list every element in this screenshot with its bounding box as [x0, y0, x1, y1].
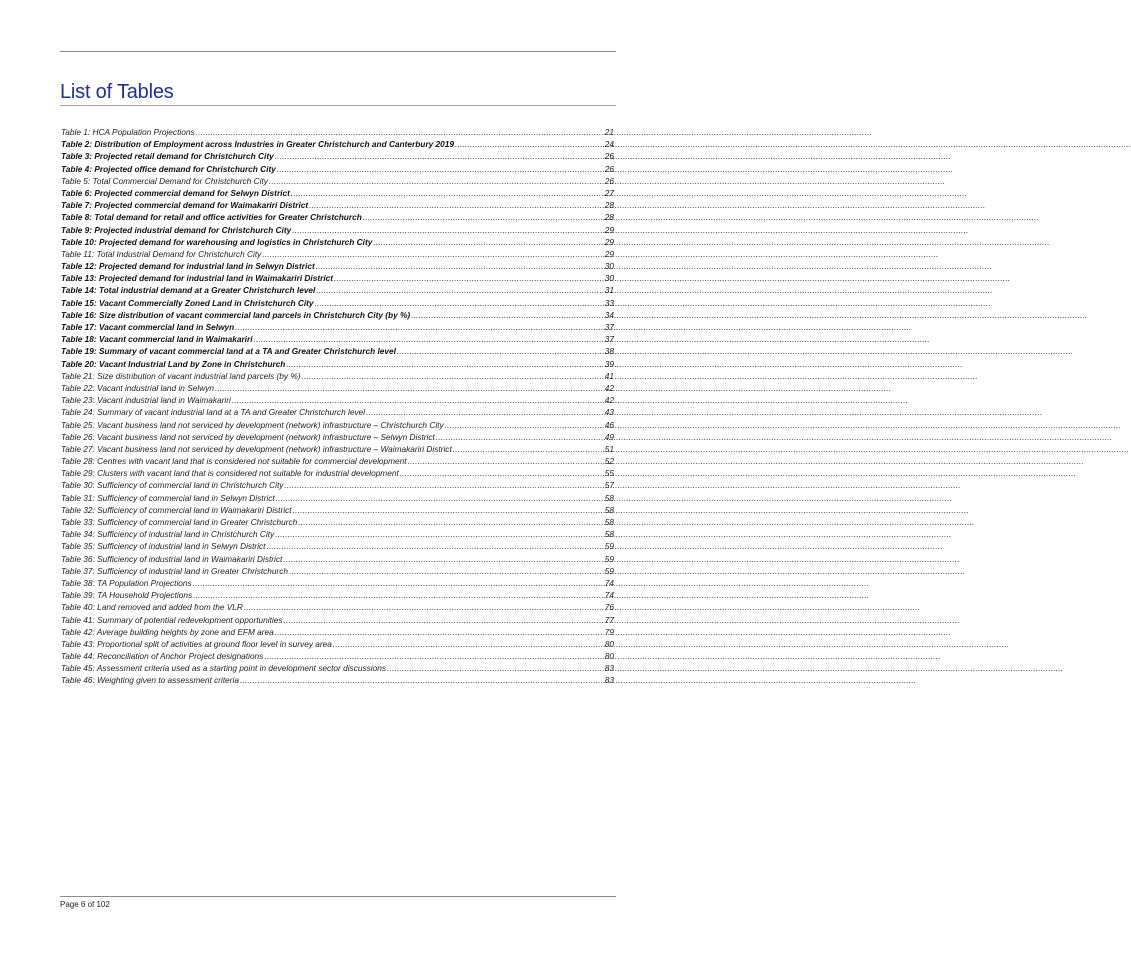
table-entry-page-number[interactable]: 80 — [604, 638, 614, 649]
table-entry-label[interactable]: Table 20: Vacant Industrial Land by Zone in Christchurch — [61, 358, 286, 369]
table-entry-page-number[interactable]: 52 — [604, 456, 614, 467]
dot-leader — [240, 674, 604, 686]
dot-leader — [269, 175, 604, 187]
table-list-entry-21[interactable] — [61, 370, 614, 382]
table-entry-label[interactable]: Table 2: Distribution of Employment across Industries in Greater Christchurch and Canterbury 2019 — [61, 139, 454, 150]
table-list-entry-37[interactable] — [61, 565, 614, 577]
table-entry-page-number[interactable]: 74 — [604, 577, 614, 588]
table-entry-label[interactable]: Table 16: Size distribution of vacant commercial land parcels in Christchurch City (by %) — [61, 309, 411, 320]
table-list-entry-26[interactable] — [61, 431, 614, 443]
table-entry-page-number[interactable]: 37 — [604, 334, 614, 345]
table-entry-label[interactable]: Table 25: Vacant business land not serviced by development (network) infrastructure – Christchurch City — [61, 419, 444, 430]
table-entry-page-number[interactable]: 42 — [604, 395, 614, 406]
table-entry-label[interactable]: Table 44: Reconciliation of Anchor Project designations — [61, 651, 264, 662]
table-entry-label[interactable]: Table 29: Clusters with vacant land that is considered not suitable for industrial development — [61, 468, 399, 479]
table-entry-page-number[interactable]: 58 — [604, 529, 614, 540]
dot-leader — [333, 638, 604, 650]
table-list-entry-29[interactable] — [61, 467, 614, 479]
table-entry-label[interactable]: Table 46: Weighting given to assessment criteria — [61, 675, 240, 686]
table-entry-label[interactable]: Table 17: Vacant commercial land in Selwyn — [61, 322, 235, 332]
table-entry-page-number[interactable]: 77 — [604, 614, 614, 625]
table-entry-label[interactable]: Table 30: Sufficiency of commercial land in Christchurch City — [61, 480, 284, 491]
dot-leader — [266, 540, 603, 552]
table-entry-page-number[interactable]: 58 — [604, 517, 614, 527]
table-entry-page-number[interactable]: 24 — [604, 139, 614, 150]
table-list-entry-32[interactable] — [61, 504, 614, 516]
table-list-entry-12[interactable] — [61, 260, 614, 272]
dot-leader — [244, 601, 604, 613]
dot-leader — [373, 236, 603, 248]
table-entry-page-number[interactable]: 21 — [604, 127, 614, 137]
list-of-tables — [61, 126, 614, 687]
table-entry-page-number[interactable]: 57 — [604, 480, 614, 491]
dot-leader — [316, 260, 604, 272]
table-entry-label[interactable]: Table 15: Vacant Commercially Zoned Land in Christchurch City — [61, 297, 314, 308]
dot-leader — [289, 565, 604, 577]
table-entry-page-number[interactable]: 83 — [604, 675, 614, 686]
dot-leader — [286, 358, 603, 370]
table-entry-label[interactable]: Table 34: Sufficiency of industrial land in Christchurch City — [61, 529, 275, 540]
table-entry-page-number[interactable]: 26 — [604, 163, 614, 174]
table-list-entry-10[interactable] — [61, 236, 614, 248]
table-list-entry-41[interactable] — [61, 614, 614, 626]
dot-leader — [215, 382, 604, 394]
dot-leader — [315, 297, 604, 309]
table-entry-label[interactable]: Table 10: Projected demand for warehousing and logistics in Christchurch City — [61, 236, 373, 247]
table-entry-page-number[interactable]: 29 — [604, 248, 614, 259]
table-entry-label[interactable]: Table 27: Vacant business land not serviced by development (network) infrastructure – Waimakariri District — [61, 443, 452, 454]
table-entry-label[interactable]: Table 40: Land removed and added from the VLR — [61, 602, 243, 613]
table-entry-label[interactable]: Table 32: Sufficiency of commercial land in Waimakariri District — [61, 504, 292, 515]
table-list-entry-28[interactable] — [61, 455, 614, 467]
table-list-entry-44[interactable] — [61, 650, 614, 662]
table-entry-label[interactable]: Table 38: TA Population Projections — [61, 577, 192, 588]
table-entry-label[interactable]: Table 23: Vacant industrial land in Waimakariri — [61, 395, 231, 406]
table-entry-label[interactable]: Table 14: Total industrial demand at a Greater Christchurch level — [61, 285, 316, 296]
dot-leader — [291, 187, 604, 199]
table-list-entry-43[interactable] — [61, 638, 614, 650]
dot-leader — [254, 333, 604, 345]
table-list-entry-17[interactable] — [61, 321, 614, 333]
table-entry-page-number[interactable]: 59 — [604, 553, 614, 564]
table-entry-label[interactable]: Table 42: Average building heights by zone and EFM area — [61, 626, 274, 637]
table-list-entry-3[interactable] — [61, 150, 614, 162]
table-entry-page-number[interactable]: 43 — [604, 407, 614, 418]
table-list-entry-46[interactable] — [61, 674, 614, 686]
table-list-entry-16[interactable] — [61, 309, 614, 321]
dot-leader — [275, 528, 604, 540]
dot-leader — [298, 516, 604, 528]
table-entry-page-number[interactable]: 83 — [604, 663, 614, 674]
dot-leader — [193, 577, 604, 589]
table-list-entry-19[interactable] — [61, 345, 614, 357]
dot-leader — [283, 553, 603, 565]
table-entry-label[interactable]: Table 11: Total Industrial Demand for Christchurch City — [61, 248, 262, 259]
dot-leader — [411, 309, 604, 321]
table-list-entry-25[interactable] — [61, 419, 614, 431]
table-list-entry-31[interactable] — [61, 492, 614, 504]
table-list-entry-39[interactable] — [61, 589, 614, 601]
dot-leader — [363, 211, 604, 223]
table-list-entry-20[interactable] — [61, 358, 614, 370]
dot-leader — [232, 394, 604, 406]
table-list-entry-18[interactable] — [61, 333, 614, 345]
footer-rule — [60, 896, 616, 897]
table-list-entry-7[interactable] — [61, 199, 614, 211]
table-entry-page-number[interactable]: 31 — [604, 285, 614, 296]
table-entry-label[interactable]: Table 33: Sufficiency of commercial land in Greater Christchurch — [61, 517, 298, 527]
table-list-entry-27[interactable] — [61, 443, 614, 455]
table-entry-label[interactable]: Table 24: Summary of vacant industrial land at a TA and Greater Christchurch level — [61, 407, 366, 418]
table-list-entry-45[interactable] — [61, 662, 614, 674]
table-entry-page-number[interactable]: 26 — [604, 175, 614, 186]
table-list-entry-14[interactable] — [61, 284, 614, 296]
table-entry-label[interactable]: Table 18: Vacant commercial land in Waimakariri — [61, 334, 253, 345]
table-entry-label[interactable]: Table 43: Proportional split of activities at ground floor level in survey area — [61, 638, 332, 649]
table-entry-page-number[interactable]: 30 — [604, 261, 614, 272]
dot-leader — [436, 431, 604, 443]
table-entry-label[interactable]: Table 7: Projected commercial demand for Waimakariri District — [61, 200, 309, 211]
table-list-entry-34[interactable] — [61, 528, 614, 540]
dot-leader — [397, 345, 604, 357]
dot-leader — [196, 126, 604, 138]
table-entry-page-number[interactable]: 28 — [604, 200, 614, 211]
table-entry-page-number[interactable]: 26 — [604, 151, 614, 162]
table-entry-label[interactable]: Table 36: Sufficiency of industrial land in Waimakariri District — [61, 553, 283, 564]
dot-leader — [276, 492, 604, 504]
table-entry-label[interactable]: Table 13: Projected demand for industrial land in Waimakariri District — [61, 273, 334, 284]
table-entry-label[interactable]: Table 5: Total Commercial Demand for Christchurch City — [61, 175, 268, 186]
page-number-footer: Page 6 of 102 — [60, 900, 110, 909]
title-underline — [60, 105, 616, 106]
table-list-entry-38[interactable] — [61, 577, 614, 589]
table-list-entry-36[interactable] — [61, 553, 614, 565]
table-entry-page-number[interactable]: 58 — [604, 504, 614, 515]
table-entry-label[interactable]: Table 6: Projected commercial demand for Selwyn District — [61, 187, 290, 198]
dot-leader — [408, 455, 604, 467]
table-entry-label[interactable]: Table 45: Assessment criteria used as a starting point in development sector discussions — [61, 663, 386, 674]
table-entry-page-number[interactable]: 29 — [604, 236, 614, 247]
dot-leader — [264, 650, 603, 662]
dot-leader — [334, 272, 604, 284]
dot-leader — [292, 224, 604, 236]
dot-leader — [275, 626, 604, 638]
table-list-entry-22[interactable] — [61, 382, 614, 394]
table-list-entry-9[interactable] — [61, 224, 614, 236]
table-list-entry-11[interactable] — [61, 248, 614, 260]
dot-leader — [284, 614, 604, 626]
table-entry-label[interactable]: Table 31: Sufficiency of commercial land in Selwyn District — [61, 492, 275, 503]
table-entry-page-number[interactable]: 58 — [604, 492, 614, 503]
table-entry-page-number[interactable]: 51 — [604, 443, 614, 454]
table-entry-page-number[interactable]: 41 — [604, 370, 614, 381]
table-entry-label[interactable]: Table 26: Vacant business land not serviced by development (network) infrastructure – Selwyn District — [61, 431, 435, 442]
table-entry-page-number[interactable]: 37 — [604, 322, 614, 332]
table-entry-page-number[interactable]: 33 — [604, 297, 614, 308]
table-entry-label[interactable]: Table 28: Centres with vacant land that is considered not suitable for commercial development — [61, 456, 407, 467]
table-list-entry-30[interactable] — [61, 479, 614, 491]
dot-leader — [193, 589, 604, 601]
table-entry-page-number[interactable]: 34 — [604, 309, 614, 320]
dot-leader — [455, 138, 604, 150]
table-entry-page-number[interactable]: 49 — [604, 431, 614, 442]
table-entry-label[interactable]: Table 37: Sufficiency of industrial land in Greater Christchurch — [61, 565, 289, 576]
table-entry-label[interactable]: Table 1: HCA Population Projections — [61, 127, 195, 137]
table-list-entry-15[interactable] — [61, 297, 614, 309]
table-list-entry-8[interactable] — [61, 211, 614, 223]
table-entry-page-number[interactable]: 79 — [604, 626, 614, 637]
table-entry-label[interactable]: Table 8: Total demand for retail and office activities for Greater Christchurch — [61, 212, 362, 223]
dot-leader — [387, 662, 604, 674]
table-list-entry-40[interactable] — [61, 601, 614, 613]
dot-leader — [293, 504, 604, 516]
table-entry-label[interactable]: Table 9: Projected industrial demand for Christchurch City — [61, 224, 292, 235]
table-entry-label[interactable]: Table 22: Vacant industrial land in Selwyn — [61, 382, 214, 393]
table-entry-label[interactable]: Table 41: Summary of potential redevelopment opportunities — [61, 614, 283, 625]
table-entry-page-number[interactable]: 27 — [604, 187, 614, 198]
table-entry-page-number[interactable]: 38 — [604, 346, 614, 357]
table-entry-label[interactable]: Table 4: Projected office demand for Christchurch City — [61, 163, 276, 174]
table-list-entry-24[interactable] — [61, 406, 614, 418]
table-entry-label[interactable]: Table 19: Summary of vacant commercial land at a TA and Greater Christchurch level — [61, 346, 396, 357]
dot-leader — [316, 284, 603, 296]
dot-leader — [400, 467, 604, 479]
header-rule — [60, 51, 616, 52]
table-entry-page-number[interactable]: 59 — [604, 565, 614, 576]
dot-leader — [302, 370, 604, 382]
table-entry-page-number[interactable]: 74 — [604, 590, 614, 601]
dot-leader — [277, 163, 604, 175]
dot-leader — [235, 321, 604, 333]
table-entry-page-number[interactable]: 55 — [604, 468, 614, 479]
table-entry-page-number[interactable]: 29 — [604, 224, 614, 235]
table-list-entry-1[interactable] — [61, 126, 614, 138]
table-entry-label[interactable]: Table 3: Projected retail demand for Christchurch City — [61, 151, 274, 162]
table-entry-label[interactable]: Table 21: Size distribution of vacant industrial land parcels (by %) — [61, 370, 301, 381]
table-entry-label[interactable]: Table 35: Sufficiency of industrial land in Selwyn District — [61, 541, 266, 552]
table-entry-page-number[interactable]: 80 — [604, 651, 614, 662]
dot-leader — [453, 443, 604, 455]
page-title: List of Tables — [60, 81, 174, 103]
table-list-entry-35[interactable] — [61, 540, 614, 552]
table-entry-label[interactable]: Table 12: Projected demand for industrial land in Selwyn District — [61, 261, 315, 272]
table-list-entry-6[interactable] — [61, 187, 614, 199]
dot-leader — [309, 199, 604, 211]
table-list-entry-33[interactable] — [61, 516, 614, 528]
table-entry-page-number[interactable]: 46 — [604, 419, 614, 430]
dot-leader — [284, 479, 603, 491]
dot-leader — [445, 419, 604, 431]
table-entry-page-number[interactable]: 28 — [604, 212, 614, 223]
table-list-entry-42[interactable] — [61, 626, 614, 638]
table-list-entry-4[interactable] — [61, 163, 614, 175]
dot-leader — [366, 406, 604, 418]
table-entry-page-number[interactable]: 76 — [604, 602, 614, 613]
table-list-entry-2[interactable] — [61, 138, 614, 150]
dot-leader — [275, 150, 604, 162]
table-list-entry-13[interactable] — [61, 272, 614, 284]
table-entry-page-number[interactable]: 42 — [604, 382, 614, 393]
table-entry-page-number[interactable]: 30 — [604, 273, 614, 284]
table-list-entry-5[interactable] — [61, 175, 614, 187]
dot-leader — [262, 248, 603, 260]
table-entry-page-number[interactable]: 59 — [604, 541, 614, 552]
table-entry-label[interactable]: Table 39: TA Household Projections — [61, 590, 193, 601]
table-entry-page-number[interactable]: 39 — [604, 358, 614, 369]
table-list-entry-23[interactable] — [61, 394, 614, 406]
